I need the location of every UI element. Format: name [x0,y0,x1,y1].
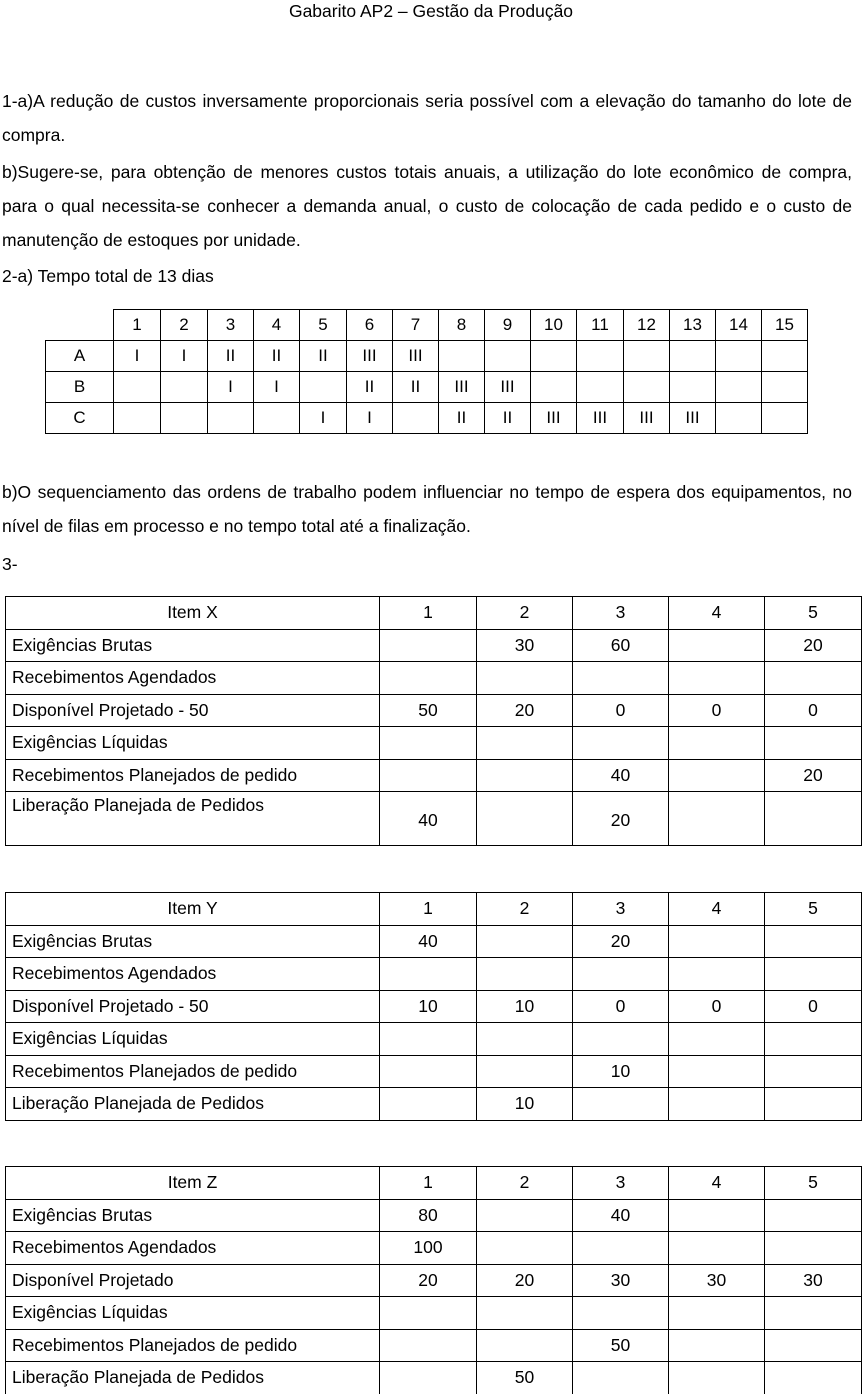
mrp-row [6,759,862,792]
schedule-corner [46,310,114,341]
mrp-row [6,662,862,695]
mrp-cell: 20 [765,759,862,792]
schedule-day: 8 [439,310,485,341]
mrp-row [6,1362,862,1394]
schedule-cell: III [485,372,531,403]
mrp-cell [765,727,862,760]
mrp-cell [380,759,477,792]
schedule-day: 13 [670,310,716,341]
schedule-cell: I [161,341,208,372]
schedule-row-a [46,341,808,372]
mrp-cell: 40 [573,759,669,792]
schedule-row-label: A [46,341,114,372]
mrp-cell [477,759,573,792]
mrp-cell: 80 [380,1199,477,1232]
mrp-cell [669,1088,765,1121]
mrp-cell: 20 [573,792,669,846]
mrp-cell: 100 [380,1232,477,1265]
mrp-period: 3 [573,597,669,630]
mrp-period: 1 [380,1167,477,1200]
schedule-cell [670,341,716,372]
mrp-item-name: Item X [6,597,380,630]
mrp-cell: 40 [380,792,477,846]
mrp-cell [669,1023,765,1056]
schedule-day: 14 [716,310,762,341]
schedule-cell [114,403,161,434]
mrp-cell: 20 [765,629,862,662]
mrp-period: 3 [573,1167,669,1200]
schedule-cell: II [300,341,347,372]
mrp-period: 1 [380,597,477,630]
schedule-cell: I [208,372,254,403]
mrp-row-label: Exigências Brutas [6,1199,380,1232]
mrp-cell [477,662,573,695]
schedule-day: 2 [161,310,208,341]
mrp-period: 4 [669,597,765,630]
mrp-row [6,990,862,1023]
mrp-row-label: Recebimentos Planejados de pedido [6,1329,380,1362]
schedule-cell: I [254,372,300,403]
schedule-cell: II [208,341,254,372]
schedule-cell: III [393,341,439,372]
schedule-cell: I [347,403,393,434]
schedule-cell [254,403,300,434]
mrp-cell [573,1362,669,1394]
mrp-row-label: Recebimentos Agendados [6,662,380,695]
mrp-row-label: Disponível Projetado [6,1264,380,1297]
mrp-cell: 0 [573,990,669,1023]
schedule-row-b [46,372,808,403]
schedule-cell [393,403,439,434]
schedule-day: 5 [300,310,347,341]
mrp-cell [477,1199,573,1232]
mrp-row [6,1199,862,1232]
mrp-period: 2 [477,893,573,926]
mrp-period: 5 [765,597,862,630]
schedule-cell: II [393,372,439,403]
schedule-cell [670,372,716,403]
mrp-cell: 30 [573,1264,669,1297]
mrp-cell [669,759,765,792]
schedule-day: 10 [531,310,577,341]
schedule-header-row [46,310,808,341]
mrp-cell: 10 [477,990,573,1023]
mrp-cell: 0 [573,694,669,727]
mrp-cell [380,662,477,695]
mrp-cell [573,958,669,991]
mrp-cell [765,1329,862,1362]
schedule-cell: I [300,403,347,434]
mrp-cell [380,1055,477,1088]
mrp-cell [380,958,477,991]
mrp-cell [669,629,765,662]
mrp-cell: 20 [477,694,573,727]
mrp-item-name: Item Y [6,893,380,926]
mrp-cell [477,1232,573,1265]
mrp-cell [380,1088,477,1121]
schedule-day: 7 [393,310,439,341]
answer-1a: 1-a)A redução de custos inversamente proporcionais seria possível com a elevação do tamanho do lote de compra. [2,91,852,145]
mrp-cell [669,727,765,760]
schedule-cell [114,372,161,403]
mrp-period: 3 [573,893,669,926]
mrp-cell [669,792,765,846]
mrp-cell [573,1023,669,1056]
schedule-cell: III [531,403,577,434]
mrp-cell: 0 [765,990,862,1023]
schedule-cell: III [347,341,393,372]
document-title: Gabarito AP2 – Gestão da Produção [288,1,574,21]
mrp-cell [477,727,573,760]
schedule-cell [624,341,670,372]
mrp-cell [380,1023,477,1056]
mrp-row [6,1232,862,1265]
mrp-row-label: Exigências Líquidas [6,727,380,760]
schedule-cell: II [485,403,531,434]
mrp-cell [573,1232,669,1265]
schedule-cell [208,403,254,434]
mrp-cell [669,1055,765,1088]
mrp-cell [765,1199,862,1232]
mrp-row [6,1297,862,1330]
schedule-day: 3 [208,310,254,341]
mrp-period: 4 [669,1167,765,1200]
mrp-row [6,727,862,760]
mrp-cell [669,1329,765,1362]
mrp-row-label: Exigências Brutas [6,629,380,662]
mrp-period: 2 [477,1167,573,1200]
schedule-cell [762,372,808,403]
mrp-row [6,958,862,991]
mrp-row-label: Disponível Projetado - 50 [6,694,380,727]
schedule-day: 12 [624,310,670,341]
mrp-cell [380,629,477,662]
mrp-table-item-z [5,1166,862,1394]
schedule-cell [161,372,208,403]
schedule-cell: II [254,341,300,372]
mrp-cell: 20 [573,925,669,958]
mrp-row-label: Disponível Projetado - 50 [6,990,380,1023]
mrp-cell [573,1297,669,1330]
schedule-cell [439,341,485,372]
mrp-row-label: Recebimentos Agendados [6,958,380,991]
mrp-cell [380,1297,477,1330]
schedule-cell [716,341,762,372]
schedule-day: 9 [485,310,531,341]
schedule-cell [762,341,808,372]
schedule-row-c [46,403,808,434]
mrp-table-item-x [5,596,862,846]
mrp-cell: 10 [477,1088,573,1121]
mrp-cell [380,1329,477,1362]
schedule-day: 15 [762,310,808,341]
schedule-cell: III [577,403,624,434]
schedule-cell: II [347,372,393,403]
mrp-row [6,792,862,846]
mrp-cell [380,1362,477,1394]
mrp-row [6,1023,862,1056]
mrp-row-label: Exigências Brutas [6,925,380,958]
schedule-cell [531,341,577,372]
mrp-row-label: Liberação Planejada de Pedidos [6,792,380,846]
schedule-cell [485,341,531,372]
schedule-cell: III [670,403,716,434]
mrp-cell: 50 [573,1329,669,1362]
mrp-cell: 50 [380,694,477,727]
schedule-cell [161,403,208,434]
mrp-cell: 40 [573,1199,669,1232]
mrp-cell [765,958,862,991]
mrp-row-label: Recebimentos Agendados [6,1232,380,1265]
schedule-day: 1 [114,310,161,341]
mrp-cell: 20 [380,1264,477,1297]
mrp-cell [477,1329,573,1362]
mrp-row [6,1055,862,1088]
mrp-cell [765,925,862,958]
mrp-row-label: Liberação Planejada de Pedidos [6,1362,380,1394]
schedule-row-label: B [46,372,114,403]
schedule-day: 6 [347,310,393,341]
mrp-row-label: Liberação Planejada de Pedidos [6,1088,380,1121]
schedule-cell [624,372,670,403]
schedule-cell: I [114,341,161,372]
mrp-cell [669,925,765,958]
mrp-cell [765,662,862,695]
mrp-cell: 0 [765,694,862,727]
schedule-cell [716,372,762,403]
mrp-cell [380,727,477,760]
mrp-row [6,694,862,727]
mrp-cell: 30 [765,1264,862,1297]
mrp-cell [765,1232,862,1265]
schedule-cell [716,403,762,434]
mrp-row [6,925,862,958]
mrp-cell: 30 [477,629,573,662]
mrp-period: 4 [669,893,765,926]
mrp-header-row [6,1167,862,1200]
schedule-cell [300,372,347,403]
mrp-period: 1 [380,893,477,926]
mrp-cell [477,792,573,846]
schedule-cell: III [439,372,485,403]
mrp-cell: 0 [669,694,765,727]
mrp-cell [573,662,669,695]
mrp-cell [765,1088,862,1121]
mrp-period: 2 [477,597,573,630]
mrp-cell [669,1362,765,1394]
mrp-cell: 60 [573,629,669,662]
mrp-cell [669,958,765,991]
mrp-cell: 10 [573,1055,669,1088]
mrp-cell [477,1023,573,1056]
mrp-table-item-y [5,892,862,1121]
schedule-cell: III [624,403,670,434]
mrp-cell [765,1055,862,1088]
mrp-cell: 50 [477,1362,573,1394]
mrp-cell [765,1297,862,1330]
mrp-row-label: Exigências Líquidas [6,1023,380,1056]
mrp-row-label: Exigências Líquidas [6,1297,380,1330]
mrp-item-name: Item Z [6,1167,380,1200]
mrp-cell: 10 [380,990,477,1023]
schedule-cell [762,403,808,434]
mrp-cell [477,925,573,958]
schedule-table [45,309,808,434]
schedule-day: 4 [254,310,300,341]
schedule-cell [531,372,577,403]
answer-2a: 2-a) Tempo total de 13 dias [2,266,214,286]
mrp-header-row [6,597,862,630]
schedule-cell [577,372,624,403]
mrp-cell [477,1055,573,1088]
mrp-cell: 20 [477,1264,573,1297]
mrp-cell [669,662,765,695]
answer-1b: b)Sugere-se, para obtenção de menores custos totais anuais, a utilização do lote econômico de compra, para o qual necessita-se conhecer a demanda anual, o custo de colocação de cada pedido e o custo de manutenção de estoques por unidade. [2,162,852,250]
answer-3-label: 3- [2,554,18,574]
mrp-row-label: Recebimentos Planejados de pedido [6,759,380,792]
mrp-cell [477,1297,573,1330]
mrp-cell [765,1023,862,1056]
mrp-row-label: Recebimentos Planejados de pedido [6,1055,380,1088]
schedule-cell: II [439,403,485,434]
mrp-cell [765,1362,862,1394]
mrp-row [6,1264,862,1297]
mrp-period: 5 [765,893,862,926]
mrp-row [6,1329,862,1362]
mrp-cell [477,958,573,991]
mrp-period: 5 [765,1167,862,1200]
mrp-cell: 0 [669,990,765,1023]
mrp-cell [669,1297,765,1330]
schedule-day: 11 [577,310,624,341]
mrp-cell [573,727,669,760]
schedule-cell [577,341,624,372]
mrp-cell: 30 [669,1264,765,1297]
mrp-cell [765,792,862,846]
answer-2b: b)O sequenciamento das ordens de trabalho podem influenciar no tempo de espera dos equipamentos, no nível de filas em processo e no tempo total até a finalização. [2,482,852,536]
schedule-row-label: C [46,403,114,434]
mrp-header-row [6,893,862,926]
mrp-cell [573,1088,669,1121]
mrp-cell [669,1232,765,1265]
mrp-cell: 40 [380,925,477,958]
mrp-row [6,1088,862,1121]
mrp-cell [669,1199,765,1232]
mrp-row [6,629,862,662]
